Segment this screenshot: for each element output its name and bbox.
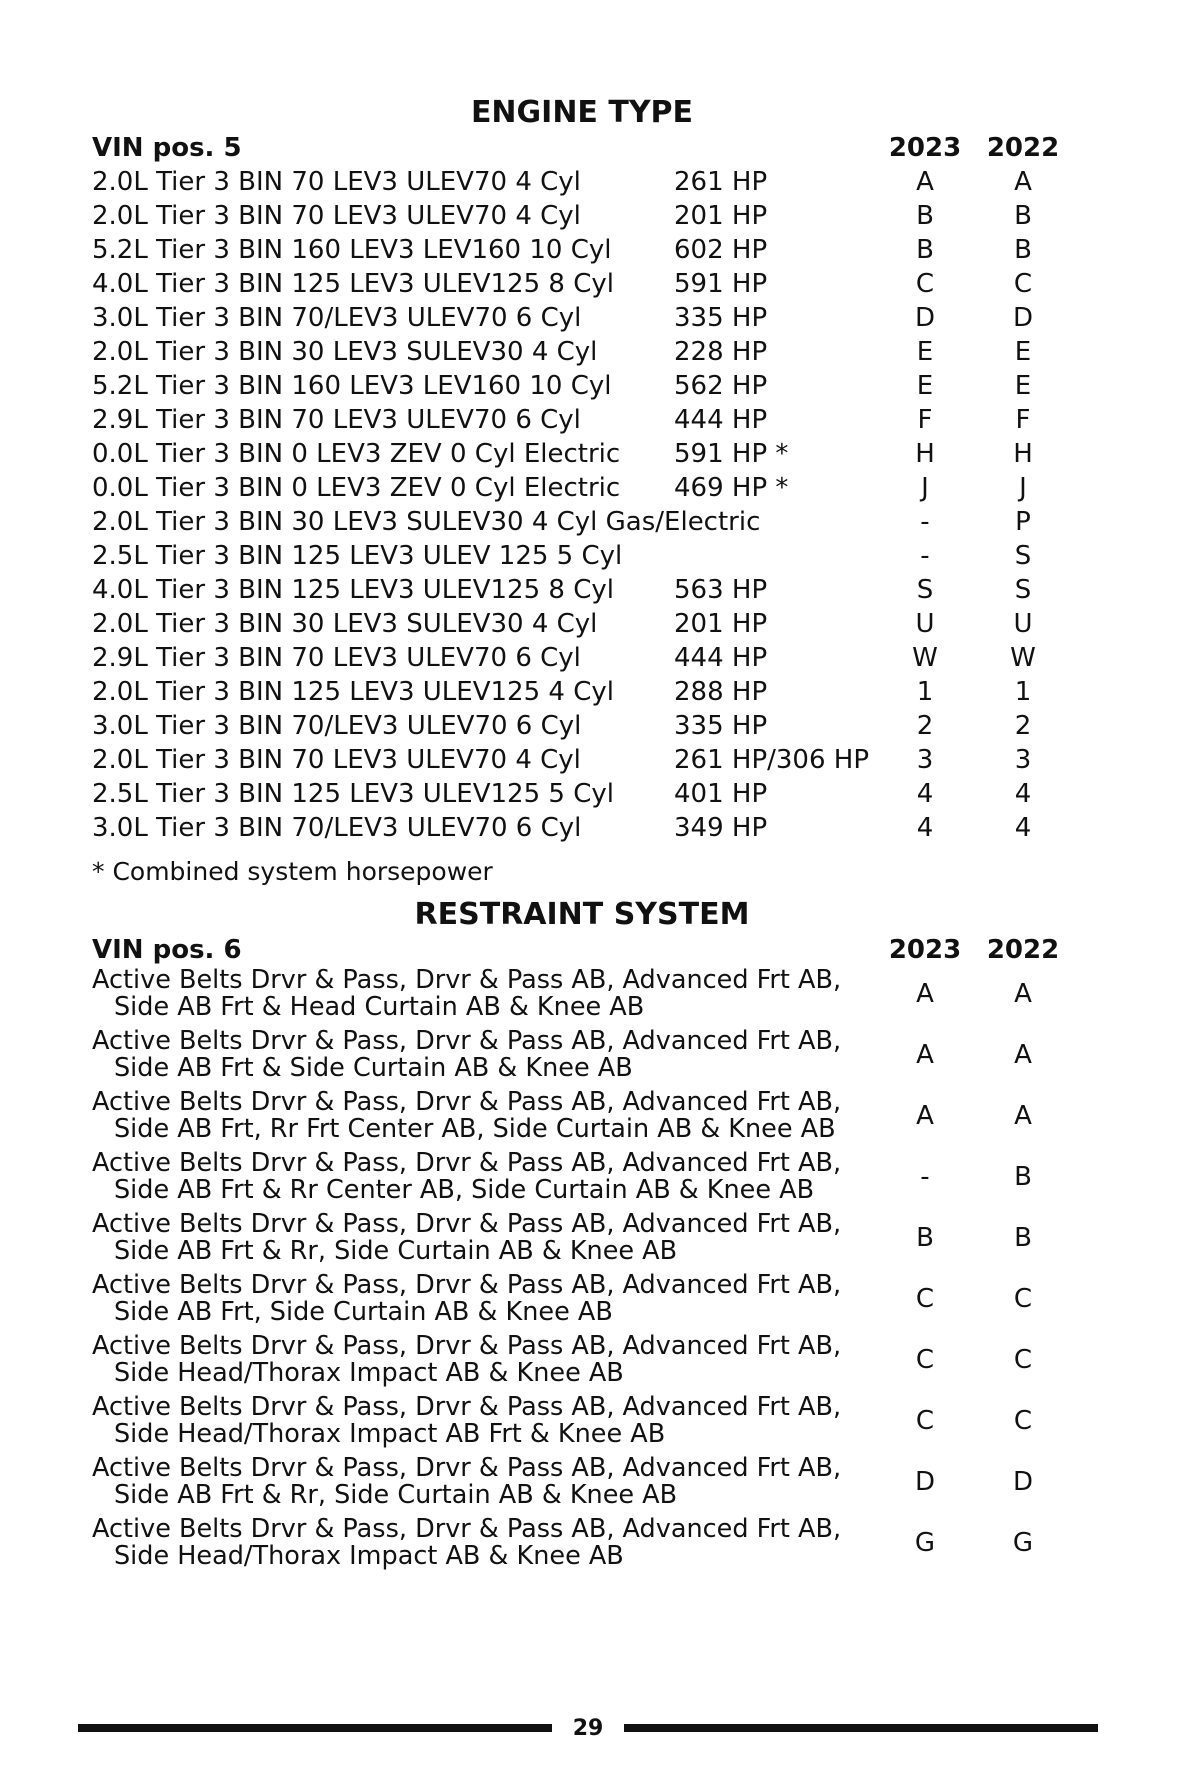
engine-code-2023: 3 (916, 745, 934, 775)
engine-row (92, 165, 1072, 199)
engine-row (92, 301, 1072, 335)
engine-code-2022: P (1015, 507, 1031, 537)
restraint-vin-label: VIN pos. 6 (92, 935, 242, 965)
restraint-code-2023: - (920, 1161, 930, 1192)
engine-code-2023: E (916, 371, 934, 401)
restraint-row (92, 1150, 1072, 1204)
restraint-description (92, 1211, 876, 1265)
engine-horsepower: 563 HP (674, 575, 768, 605)
engine-row (92, 403, 1072, 437)
engine-code-2023: - (920, 507, 930, 537)
engine-code-2022: E (1014, 337, 1032, 367)
restraint-description-line2: Side Head/Thorax Impact AB Frt & Knee AB (114, 1419, 666, 1449)
engine-row (92, 811, 1072, 845)
engine-description: 2.0L Tier 3 BIN 125 LEV3 ULEV125 4 Cyl (92, 677, 614, 707)
engine-horsepower: 469 HP * (674, 473, 789, 503)
engine-description: 2.0L Tier 3 BIN 70 LEV3 ULEV70 4 Cyl (92, 201, 581, 231)
restraint-section-title: RESTRAINT SYSTEM (414, 897, 750, 932)
restraint-row (92, 1333, 1072, 1387)
restraint-description (92, 1394, 876, 1448)
engine-description: 2.0L Tier 3 BIN 30 LEV3 SULEV30 4 Cyl (92, 337, 598, 367)
engine-code-2023: 1 (916, 677, 934, 707)
restraint-description-line1: Active Belts Drvr & Pass, Drvr & Pass AB, Advanced Frt AB, (92, 1392, 842, 1422)
engine-code-2022: U (1013, 609, 1033, 639)
restraint-description-line1: Active Belts Drvr & Pass, Drvr & Pass AB, Advanced Frt AB, (92, 1148, 842, 1178)
engine-code-2022: B (1014, 201, 1032, 231)
engine-row (92, 369, 1072, 403)
engine-code-2023: F (917, 405, 933, 435)
engine-horsepower: 562 HP (674, 371, 768, 401)
engine-description: 2.5L Tier 3 BIN 125 LEV3 ULEV125 5 Cyl (92, 779, 614, 809)
engine-description: 5.2L Tier 3 BIN 160 LEV3 LEV160 10 Cyl (92, 235, 612, 265)
restraint-row (92, 1272, 1072, 1326)
engine-horsepower: 335 HP (674, 303, 768, 333)
engine-code-2023: C (915, 269, 935, 299)
engine-description: 2.0L Tier 3 BIN 30 LEV3 SULEV30 4 Cyl (92, 609, 598, 639)
engine-code-2022: E (1014, 371, 1032, 401)
engine-code-2022: A (1014, 167, 1032, 197)
engine-description: 2.0L Tier 3 BIN 30 LEV3 SULEV30 4 Cyl Gas/Electric (92, 507, 761, 537)
restraint-description-line1: Active Belts Drvr & Pass, Drvr & Pass AB, Advanced Frt AB, (92, 1209, 842, 1239)
engine-row (92, 267, 1072, 301)
engine-code-2023: J (921, 473, 929, 503)
restraint-description (92, 1516, 876, 1570)
engine-code-2022: W (1010, 643, 1036, 673)
page-footer (78, 1708, 1098, 1748)
engine-description: 4.0L Tier 3 BIN 125 LEV3 ULEV125 8 Cyl (92, 269, 614, 299)
restraint-code-2023: C (915, 1344, 935, 1375)
engine-code-2023: D (914, 303, 936, 333)
restraint-description (92, 1150, 876, 1204)
engine-code-2022: 3 (1014, 745, 1032, 775)
restraint-code-2022: D (1012, 1466, 1034, 1497)
engine-code-2023: S (916, 575, 934, 605)
restraint-code-2022: A (1014, 978, 1032, 1009)
engine-row (92, 777, 1072, 811)
engine-horsepower: 602 HP (674, 235, 768, 265)
engine-horsepower: 261 HP (674, 167, 768, 197)
engine-table-header (92, 131, 1072, 165)
restraint-table-header (92, 933, 1072, 967)
engine-year-2022-header: 2022 (986, 133, 1060, 163)
restraint-description-line2: Side Head/Thorax Impact AB & Knee AB (114, 1358, 624, 1388)
engine-description: 3.0L Tier 3 BIN 70/LEV3 ULEV70 6 Cyl (92, 813, 582, 843)
restraint-description-line1: Active Belts Drvr & Pass, Drvr & Pass AB, Advanced Frt AB, (92, 1026, 842, 1056)
restraint-description-line1: Active Belts Drvr & Pass, Drvr & Pass AB, Advanced Frt AB, (92, 1331, 842, 1361)
restraint-code-2023: G (914, 1527, 936, 1558)
engine-horsepower: 349 HP (674, 813, 768, 843)
engine-code-2022: 2 (1014, 711, 1032, 741)
restraint-code-2022: A (1014, 1100, 1032, 1131)
engine-code-2023: H (915, 439, 935, 469)
engine-code-2022: H (1013, 439, 1033, 469)
engine-horsepower: 591 HP * (674, 439, 789, 469)
restraint-code-2023: C (915, 1283, 935, 1314)
engine-code-2023: 4 (916, 779, 934, 809)
engine-horsepower: 228 HP (674, 337, 768, 367)
engine-code-2022: D (1012, 303, 1034, 333)
engine-horsepower: 335 HP (674, 711, 768, 741)
engine-code-2023: - (920, 541, 930, 571)
engine-vin-label: VIN pos. 5 (92, 133, 242, 163)
engine-code-2023: E (916, 337, 934, 367)
restraint-code-2022: C (1013, 1405, 1033, 1436)
engine-code-2023: B (916, 201, 934, 231)
restraint-year-2023-header: 2023 (888, 935, 962, 965)
restraint-code-2022: B (1014, 1222, 1032, 1253)
engine-row (92, 641, 1072, 675)
restraint-row (92, 1455, 1072, 1509)
engine-row (92, 437, 1072, 471)
engine-row (92, 539, 1072, 573)
restraint-description-line2: Side AB Frt & Rr, Side Curtain AB & Knee AB (114, 1480, 678, 1510)
restraint-code-2023: C (915, 1405, 935, 1436)
engine-code-2023: W (912, 643, 938, 673)
engine-code-2022: 4 (1014, 779, 1032, 809)
engine-row (92, 709, 1072, 743)
restraint-code-2023: B (916, 1222, 934, 1253)
engine-row (92, 335, 1072, 369)
engine-code-2022: 1 (1014, 677, 1032, 707)
restraint-code-2022: B (1014, 1161, 1032, 1192)
engine-footnote: * Combined system horsepower (92, 857, 493, 886)
engine-code-2023: B (916, 235, 934, 265)
engine-description: 3.0L Tier 3 BIN 70/LEV3 ULEV70 6 Cyl (92, 711, 582, 741)
restraint-year-2022-header: 2022 (986, 935, 1060, 965)
engine-row (92, 607, 1072, 641)
engine-row (92, 199, 1072, 233)
engine-code-2022: F (1015, 405, 1031, 435)
engine-code-2022: B (1014, 235, 1032, 265)
engine-code-2023: A (916, 167, 934, 197)
restraint-code-2022: A (1014, 1039, 1032, 1070)
engine-code-2023: 4 (916, 813, 934, 843)
page-content (92, 95, 1072, 1577)
restraint-description-line2: Side AB Frt, Rr Frt Center AB, Side Curtain AB & Knee AB (114, 1114, 836, 1144)
engine-description: 2.9L Tier 3 BIN 70 LEV3 ULEV70 6 Cyl (92, 405, 581, 435)
restraint-description-line2: Side AB Frt & Head Curtain AB & Knee AB (114, 992, 645, 1022)
engine-horsepower (674, 539, 876, 573)
engine-description: 4.0L Tier 3 BIN 125 LEV3 ULEV125 8 Cyl (92, 575, 614, 605)
engine-row (92, 233, 1072, 267)
engine-row (92, 573, 1072, 607)
restraint-description-line2: Side AB Frt, Side Curtain AB & Knee AB (114, 1297, 613, 1327)
restraint-row (92, 1089, 1072, 1143)
restraint-row (92, 967, 1072, 1021)
engine-table-body (92, 165, 1072, 845)
restraint-description-line2: Side AB Frt & Rr Center AB, Side Curtain AB & Knee AB (114, 1175, 815, 1205)
engine-horsepower: 288 HP (674, 677, 768, 707)
engine-code-2023: U (915, 609, 935, 639)
restraint-description-line2: Side AB Frt & Rr, Side Curtain AB & Knee AB (114, 1236, 678, 1266)
engine-description: 0.0L Tier 3 BIN 0 LEV3 ZEV 0 Cyl Electric (92, 473, 621, 503)
engine-horsepower: 444 HP (674, 643, 768, 673)
restraint-description (92, 1028, 876, 1082)
restraint-description-line1: Active Belts Drvr & Pass, Drvr & Pass AB, Advanced Frt AB, (92, 1270, 842, 1300)
restraint-description-line1: Active Belts Drvr & Pass, Drvr & Pass AB, Advanced Frt AB, (92, 965, 842, 995)
engine-code-2023: 2 (916, 711, 934, 741)
restraint-row (92, 1211, 1072, 1265)
restraint-row (92, 1028, 1072, 1082)
restraint-code-2022: C (1013, 1283, 1033, 1314)
restraint-description (92, 1089, 876, 1143)
restraint-row (92, 1394, 1072, 1448)
restraint-code-2023: A (916, 1039, 934, 1070)
engine-description: 2.9L Tier 3 BIN 70 LEV3 ULEV70 6 Cyl (92, 643, 581, 673)
engine-code-2022: C (1013, 269, 1033, 299)
engine-year-2023-header: 2023 (888, 133, 962, 163)
restraint-code-2023: A (916, 978, 934, 1009)
engine-horsepower (674, 505, 876, 539)
footer-rule-right (624, 1724, 1098, 1732)
engine-code-2022: J (1019, 473, 1027, 503)
restraint-description (92, 1333, 876, 1387)
restraint-code-2022: C (1013, 1344, 1033, 1375)
restraint-description-line2: Side Head/Thorax Impact AB & Knee AB (114, 1541, 624, 1571)
restraint-table-body (92, 967, 1072, 1570)
engine-row (92, 471, 1072, 505)
restraint-description-line1: Active Belts Drvr & Pass, Drvr & Pass AB, Advanced Frt AB, (92, 1087, 842, 1117)
restraint-description-line1: Active Belts Drvr & Pass, Drvr & Pass AB, Advanced Frt AB, (92, 1453, 842, 1483)
restraint-row (92, 1516, 1072, 1570)
restraint-code-2023: D (914, 1466, 936, 1497)
engine-horsepower: 201 HP (674, 201, 768, 231)
engine-description: 0.0L Tier 3 BIN 0 LEV3 ZEV 0 Cyl Electric (92, 439, 621, 469)
engine-horsepower: 591 HP (674, 269, 768, 299)
engine-horsepower: 401 HP (674, 779, 768, 809)
engine-description: 2.0L Tier 3 BIN 70 LEV3 ULEV70 4 Cyl (92, 745, 581, 775)
engine-description: 2.5L Tier 3 BIN 125 LEV3 ULEV 125 5 Cyl (92, 541, 623, 571)
engine-code-2022: 4 (1014, 813, 1032, 843)
restraint-code-2023: A (916, 1100, 934, 1131)
footer-rule-left (78, 1724, 552, 1732)
engine-code-2022: S (1014, 575, 1032, 605)
engine-horsepower: 444 HP (674, 405, 768, 435)
engine-row (92, 505, 1072, 539)
engine-horsepower: 201 HP (674, 609, 768, 639)
restraint-description-line2: Side AB Frt & Side Curtain AB & Knee AB (114, 1053, 633, 1083)
engine-description: 3.0L Tier 3 BIN 70/LEV3 ULEV70 6 Cyl (92, 303, 582, 333)
restraint-description (92, 967, 876, 1021)
engine-section-title: ENGINE TYPE (470, 95, 694, 130)
engine-horsepower: 261 HP/306 HP (674, 745, 869, 775)
page-number: 29 (572, 1715, 604, 1741)
restraint-code-2022: G (1012, 1527, 1034, 1558)
restraint-description-line1: Active Belts Drvr & Pass, Drvr & Pass AB, Advanced Frt AB, (92, 1514, 842, 1544)
engine-description: 2.0L Tier 3 BIN 70 LEV3 ULEV70 4 Cyl (92, 167, 581, 197)
engine-row (92, 743, 1072, 777)
restraint-description (92, 1272, 876, 1326)
engine-code-2022: S (1014, 541, 1032, 571)
restraint-description (92, 1455, 876, 1509)
engine-row (92, 675, 1072, 709)
engine-description: 5.2L Tier 3 BIN 160 LEV3 LEV160 10 Cyl (92, 371, 612, 401)
